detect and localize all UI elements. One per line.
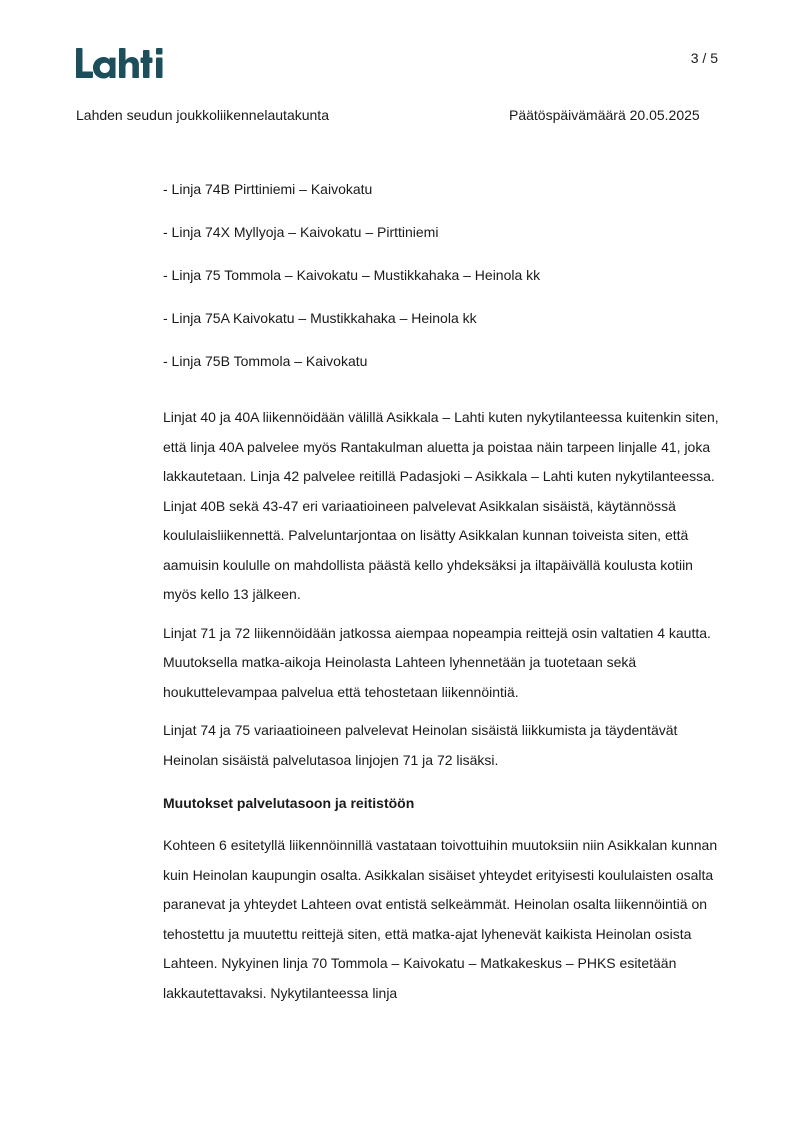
paragraph-service-changes: Kohteen 6 esitetyllä liikennöinnillä vastataan toivottuihin muutoksiin niin Asikkalan kunnan kuin Heinolan kaupungin osalta. Asikkalan sisäiset yhteydet erityisesti koululaisten osalta paranevat ja yhteydet Lahteen ovat entistä selkeämmät. Heinolan osalta liikennöintiä on tehostettu ja muutettu reittejä siten, että matka-ajat lyhenevät kaikista Heinolan osista Lahteen. Nykyinen linja 70 Tommola – Kaivokatu – Matkakeskus – PHKS esitetään lakkautettavaksi. Nykytilanteessa linja [163, 837, 718, 1001]
paragraph-lines-74-75: Linjat 74 ja 75 variaatioineen palvelevat Heinolan sisäistä liikkumista ja täydentävät Heinolan sisäistä palvelutasoa linjojen 71 ja 72 lisäksi. [163, 722, 678, 768]
organization-name: Lahden seudun joukkoliikennelautakunta [76, 107, 329, 123]
paragraph-lines-71-72: Linjat 71 ja 72 liikennöidään jatkossa aiempaa nopeampia reittejä osin valtatien 4 kautta. Muutoksella matka-aikoja Heinolasta Lahteen lyhennetään ja tuotetaan sekä houkuttelevampaa palvelua että tehostetaan liikennöintiä. [163, 624, 711, 700]
route-item: - Linja 74X Myllyoja – Kaivokatu – Pirttiniemi [163, 224, 439, 240]
paragraph-asikkala-lines: Linjat 40 ja 40A liikennöidään välillä Asikkala – Lahti kuten nykytilanteessa kuitenkin siten, että linja 40A palvelee myös Rantakulman aluetta ja poistaa näin tarpeen linjalle 41, joka lakkautetaan. Linja 42 palvelee reitillä Padasjoki – Asikkala – Lahti kuten nykytilanteessa. Linjat 40B sekä 43-47 eri variaatioineen palvelevat Asikkalan sisäistä, käytännössä koululaisliikennettä. Palveluntarjontaa on lisätty Asikkalan kunnan toiveista siten, että aamuisin koululle on mahdollista päästä kello yhdeksäksi ja iltapäivällä koulusta kotiin myös kello 13 jälkeen. [163, 409, 719, 602]
decision-date: Päätöspäivämäärä 20.05.2025 [509, 107, 700, 123]
route-item: - Linja 75A Kaivokatu – Mustikkahaka – Heinola kk [163, 310, 477, 326]
section-heading: Muutokset palvelutasoon ja reitistöön [163, 795, 415, 811]
lahti-logo-graphic [76, 46, 168, 82]
route-item: - Linja 75 Tommola – Kaivokatu – Mustikkahaka – Heinola kk [163, 267, 541, 283]
lahti-logo [76, 46, 168, 82]
page-number: 3 / 5 [690, 50, 718, 66]
route-item: - Linja 74B Pirttiniemi – Kaivokatu [163, 181, 373, 197]
route-item: - Linja 75B Tommola – Kaivokatu [163, 353, 368, 369]
route-list [163, 178, 721, 372]
document-body [163, 178, 721, 1008]
